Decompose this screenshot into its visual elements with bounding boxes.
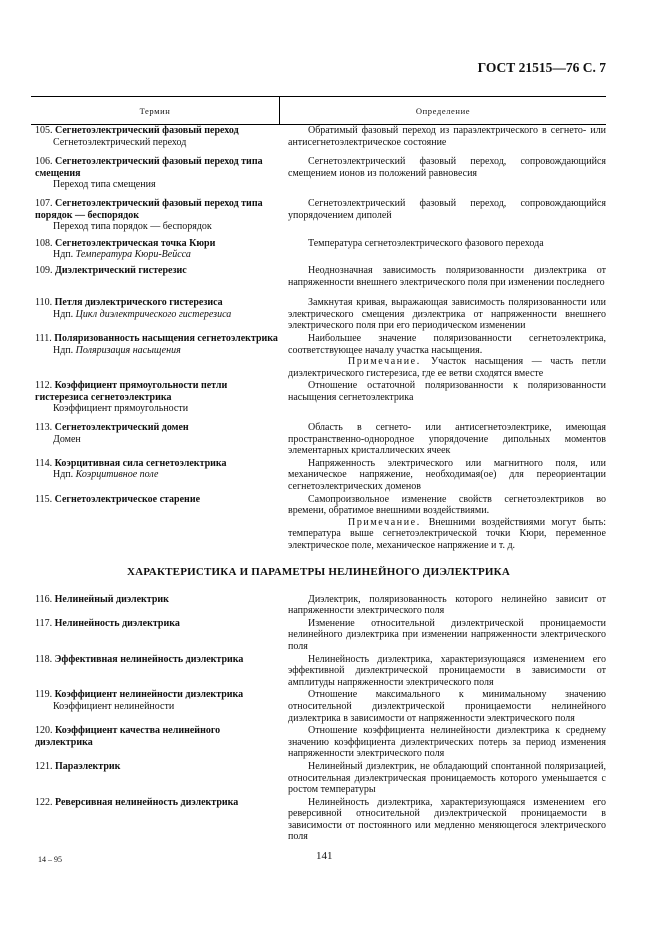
term-line <box>35 265 279 277</box>
table-row <box>31 380 606 415</box>
table-row <box>31 654 606 689</box>
definition-text: Сегнетоэлектрический фазовый переход, сопровождающийся смещением ионов из положений равновесия <box>288 156 606 179</box>
table-row <box>31 494 606 552</box>
term-line <box>35 654 279 666</box>
term-number: 115. <box>35 493 55 505</box>
definition-cell <box>279 422 606 457</box>
definition-text: Нелинейный диэлектрик, не обладающий спонтанной поляризацией, относительная диэлектрическая проницаемость которого уменьшается с ростом температуры <box>288 760 606 796</box>
term-name: Сегнетоэлектрический фазовый переход <box>55 125 239 136</box>
note-label: Примечание. <box>348 356 432 368</box>
definition-cell <box>279 265 606 288</box>
table-row <box>31 458 606 493</box>
term-name: Сегнетоэлектрический фазовый переход типа смещения <box>35 156 263 179</box>
definition-text: Сегнетоэлектрический фазовый переход, сопровождающийся упорядочением диполей <box>288 197 606 221</box>
synonym-text: Коэрцитивное поле <box>75 469 159 481</box>
term-cell <box>31 198 279 233</box>
synonym-text: Переход типа порядок — беспорядок <box>53 221 212 233</box>
term-cell <box>31 156 279 191</box>
term-cell <box>31 422 279 457</box>
term-name: Нелинейный диэлектрик <box>54 593 169 605</box>
term-number: 112. <box>35 380 55 392</box>
term-synonym <box>35 249 279 261</box>
section-title: ХАРАКТЕРИСТИКА И ПАРАМЕТРЫ НЕЛИНЕЙНОГО ДИЭЛЕКТРИКА <box>127 565 510 578</box>
definition-note <box>288 517 606 552</box>
definition-cell <box>279 125 606 148</box>
term-number: 118. <box>35 653 55 665</box>
term-line <box>35 494 279 506</box>
table-row <box>31 618 606 653</box>
term-name: Петля диэлектрического гистерезиса <box>54 297 223 309</box>
column-header-term: Термин <box>139 106 171 116</box>
term-synonym <box>35 345 279 357</box>
definition-cell <box>279 689 606 724</box>
definition-cell <box>279 761 606 796</box>
definition-cell <box>279 725 606 760</box>
term-line <box>35 422 279 434</box>
term-cell <box>31 125 279 148</box>
term-number: 111. <box>35 332 55 344</box>
synonym-text: Сегнетоэлектрический переход <box>53 136 187 148</box>
term-line <box>35 725 279 748</box>
term-name: Параэлектрик <box>55 760 121 772</box>
term-line <box>35 380 279 403</box>
definition-text: Отношение остаточной поляризованности к поляризованности насыщения сегнетоэлектрика <box>288 380 606 403</box>
table-row <box>31 265 606 288</box>
definition-cell <box>279 797 606 843</box>
table-row <box>31 238 606 261</box>
term-number: 107. <box>35 197 55 209</box>
synonym-prefix: Ндп. <box>53 249 76 261</box>
page-number: 141 <box>316 850 333 862</box>
term-number: 116. <box>35 593 55 605</box>
term-cell <box>31 333 279 379</box>
note-label: Примечание. <box>348 516 429 528</box>
term-cell <box>31 725 279 760</box>
synonym-text: Переход типа смещения <box>53 179 156 191</box>
note-text: Участок насыщения — часть петли диэлектрического гистерезиса, где ее ветви сходятся вместе <box>288 356 607 379</box>
footer-code: 14 – 95 <box>38 855 62 864</box>
table-row <box>31 761 606 796</box>
definition-cell <box>279 297 606 332</box>
note-text: Внешними воздействиями могут быть: температура выше сегнетоэлектрической точки Кюри, переменное электрическое поле, механическое напряжение и т. д. <box>288 516 606 551</box>
definition-cell <box>279 333 606 379</box>
term-name: Коэффициент качества нелинейного диэлектрика <box>35 725 221 748</box>
term-line <box>35 297 279 309</box>
table-row <box>31 797 606 843</box>
definition-cell <box>279 618 606 653</box>
term-name: Диэлектрический гистерезис <box>55 264 187 276</box>
term-cell <box>31 594 279 617</box>
definition-text: Диэлектрик, поляризованность которого нелинейно зависит от напряженности электрического поля <box>288 593 606 617</box>
term-line <box>35 238 279 250</box>
definition-cell <box>279 198 606 233</box>
term-number: 105. <box>35 125 55 136</box>
table-header <box>31 96 606 125</box>
term-name: Сегнетоэлектрический фазовый переход типа порядок — беспорядок <box>35 197 263 221</box>
definition-text: Отношение максимального к минимальному значению относительной диэлектрической проницаемости нелинейного диэлектрика в зависимости от напряженности электрического поля <box>288 689 606 724</box>
column-header-definition: Определение <box>415 106 471 116</box>
term-name: Сегнетоэлектрическое старение <box>54 493 201 505</box>
term-number: 113. <box>35 422 55 434</box>
term-cell <box>31 238 279 261</box>
definition-cell <box>279 380 606 415</box>
term-name: Коэффициент нелинейности диэлектрика <box>54 689 244 701</box>
term-line <box>35 198 279 221</box>
definition-text: Нелинейность диэлектрика, характеризующаяся изменением его эффективной диэлектрической проницаемости в зависимости от амплитуды напряженности электрического поля <box>288 653 606 688</box>
definition-cell <box>279 458 606 493</box>
term-line <box>35 458 279 470</box>
term-number: 106. <box>35 156 55 168</box>
definition-text: Самопроизвольное изменение свойств сегнетоэлектриков во времени, обратимое внешними воздействиями. <box>288 493 606 517</box>
synonym-prefix: Ндп. <box>53 308 76 320</box>
term-line <box>35 618 279 630</box>
definition-cell <box>279 238 606 261</box>
term-line <box>35 761 279 773</box>
term-name: Эффективная нелинейность диэлектрика <box>54 653 244 665</box>
term-number: 110. <box>35 297 55 309</box>
term-line <box>35 594 279 606</box>
definition-text: Температура сегнетоэлектрического фазового перехода <box>308 237 544 249</box>
synonym-text: Температура Кюри-Вейсса <box>75 249 191 261</box>
term-cell <box>31 797 279 843</box>
terms-table <box>31 125 606 844</box>
definition-text: Обратимый фазовый переход из параэлектрического в сегнето- или антисегнетоэлектрическое состояние <box>288 125 606 148</box>
definition-cell <box>279 494 606 552</box>
definition-text: Нелинейность диэлектрика, характеризующаяся изменением его реверсивной относительной диэлектрической проницаемости в зависимости от постоянного или медленно меняющегося электрического поля <box>288 796 606 843</box>
term-synonym <box>35 701 279 713</box>
table-row <box>31 725 606 760</box>
definition-cell <box>279 654 606 689</box>
term-number: 121. <box>35 760 55 772</box>
term-line <box>35 156 279 179</box>
definition-text: Напряженность электрического или магнитного поля, или механическое напряжение, необходимая(ое) для переориентации сегнетоэлектрических доменов <box>288 457 606 493</box>
term-synonym <box>35 434 279 446</box>
term-name: Нелинейность диэлектрика <box>54 617 180 629</box>
term-synonym <box>35 137 279 149</box>
term-synonym <box>35 309 279 321</box>
definition-text: Изменение относительной диэлектрической проницаемости нелинейного диэлектрика при изменении напряженности электрического поля <box>288 617 606 652</box>
term-name: Коэффициент прямоугольности петли гистерезиса сегнетоэлектрика <box>35 380 228 403</box>
definition-text: Неоднозначная зависимость поляризованности диэлектрика от напряженности внешнего электрического поля при изменении последнего <box>288 264 606 288</box>
term-synonym <box>35 221 279 233</box>
term-number: 109. <box>35 264 55 276</box>
definition-note <box>288 356 606 379</box>
term-number: 119. <box>35 689 55 701</box>
term-cell <box>31 494 279 552</box>
term-number: 122. <box>35 796 55 808</box>
term-line <box>35 797 279 809</box>
term-cell <box>31 265 279 288</box>
synonym-text: Поляризация насыщения <box>75 344 181 356</box>
term-cell <box>31 380 279 415</box>
table-row <box>31 689 606 724</box>
term-synonym <box>35 469 279 481</box>
table-row <box>31 125 606 148</box>
term-cell <box>31 689 279 724</box>
term-synonym <box>35 403 279 415</box>
term-number: 114. <box>35 457 55 469</box>
term-cell <box>31 297 279 332</box>
definition-text: Замкнутая кривая, выражающая зависимость поляризованности или электрического смещения диэлектрика от напряженности внешнего электрического поля при его периодическом изменении <box>288 297 606 332</box>
synonym-text: Цикл диэлектрического гистерезиса <box>75 308 232 320</box>
definition-cell <box>279 156 606 191</box>
page-header: ГОСТ 21515—76 С. 7 <box>477 60 606 75</box>
synonym-text: Коэффициент нелинейности <box>53 700 175 712</box>
table-row <box>31 594 606 617</box>
table-row <box>31 156 606 191</box>
term-cell <box>31 458 279 493</box>
term-line <box>35 689 279 701</box>
definition-text: Наибольшее значение поляризованности сегнетоэлектрика, соответствующее началу участка насыщения. <box>288 332 606 356</box>
term-number: 108. <box>35 237 55 249</box>
term-name: Поляризованность насыщения сегнетоэлектрика <box>54 332 278 344</box>
term-cell <box>31 761 279 796</box>
term-cell <box>31 618 279 653</box>
term-name: Сегнетоэлектрическая точка Кюри <box>55 237 216 249</box>
term-number: 120. <box>35 725 55 737</box>
definition-text: Область в сегнето- или антисегнетоэлектрике, имеющая пространственно-однородное упорядочение дипольных моментов элементарных кристаллических ячеек <box>288 422 606 457</box>
definition-cell <box>279 594 606 617</box>
table-row <box>31 422 606 457</box>
term-cell <box>31 654 279 689</box>
synonym-prefix: Ндп. <box>53 469 76 481</box>
table-row <box>31 198 606 233</box>
term-synonym <box>35 179 279 191</box>
term-name: Коэрцитивная сила сегнетоэлектрика <box>54 457 227 469</box>
synonym-prefix: Ндп. <box>53 344 76 356</box>
table-row <box>31 333 606 379</box>
term-name: Реверсивная нелинейность диэлектрика <box>55 796 239 808</box>
term-number: 117. <box>35 617 55 629</box>
definition-text: Отношение коэффициента нелинейности диэлектрика к среднему значению коэффициента диэлектрических потерь за период изменения напряженности электрического поля <box>288 725 606 760</box>
table-row <box>31 297 606 332</box>
term-line <box>35 125 279 137</box>
synonym-text: Коэффициент прямоугольности <box>53 403 189 415</box>
term-line <box>35 333 279 345</box>
synonym-text: Домен <box>53 433 81 445</box>
term-name: Сегнетоэлектрический домен <box>54 422 189 434</box>
